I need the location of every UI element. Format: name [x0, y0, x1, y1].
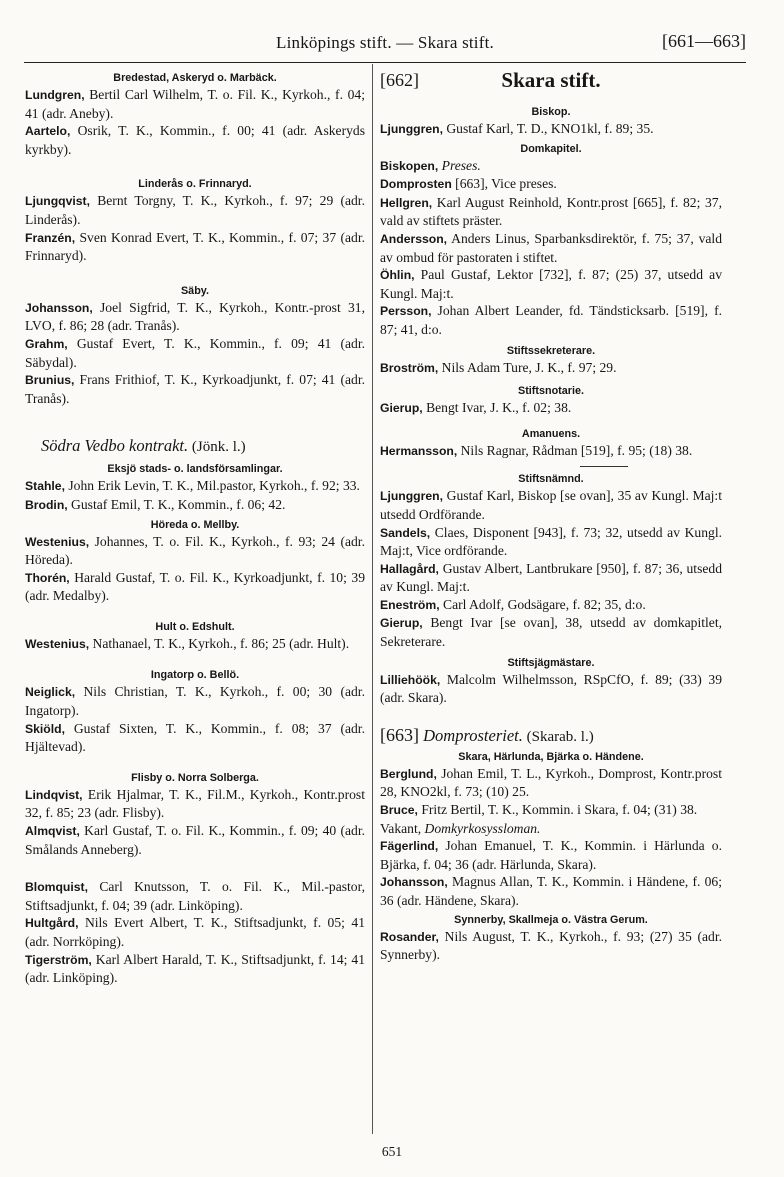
entry [380, 266, 722, 302]
page-range: [661—663] [662, 31, 746, 51]
entry [380, 157, 722, 176]
section-name: Skara stift. [501, 68, 601, 92]
entry-name: Westenius, [25, 534, 90, 549]
entry-name: Broström, [380, 360, 439, 375]
entry [25, 878, 365, 914]
entry [380, 442, 722, 461]
entry-text: Anders Linus, Sparbanksdirektör, f. 75; 37, vald av ombud för pastoraten i stiftet. [380, 230, 722, 265]
entry-text: [663], Vice preses. [451, 176, 557, 192]
parish-heading: Höreda o. Mellby. [150, 518, 240, 531]
entry [380, 399, 722, 418]
entry-text: Nils Ragnar, Rådman [519], f. 95; (18) 38. [457, 442, 693, 458]
entry-name: Ljungqvist, [25, 194, 90, 209]
entry-text: Sven Konrad Evert, T. K., Kommin., f. 07; 37 (adr. Frinnaryd). [25, 229, 365, 264]
parish-heading: Hult o. Edshult. [155, 620, 235, 633]
entry-name: Domprosten [380, 177, 452, 192]
entry-text: Johan Albert Leander, fd. Tändsticksarb. [519], f. 87; 41, d:o. [380, 303, 722, 337]
kontrakt-name: Domprosteriet. [419, 725, 523, 745]
entry-text: Bertil Carl Wilhelm, T. o. Fil. K., Kyrkoh., f. 04; 41 (adr. Aneby). [25, 87, 365, 121]
entry-text: Frans Frithiof, T. K., Kyrkoadjunkt, f. 07; 41 (adr. Tranås). [25, 372, 365, 406]
parish-heading: Bredestad, Askeryd o. Marbäck. [113, 72, 277, 84]
entry [380, 765, 722, 801]
entry-text: Johan Emanuel, T. K., Kommin. i Härlunda o. Bjärka, f. 04; 36 (adr. Härlunda, Skara). [380, 838, 722, 872]
entry-text: Johan Emil, T. L., Kyrkoh., Domprost, Kontr.prost 28, KNO2kl, f. 73; (10) 25. [380, 765, 722, 800]
right-column [380, 66, 722, 964]
entry-text: Nils Adam Ture, J. K., f. 97; 29. [438, 359, 617, 375]
entry [380, 175, 722, 194]
entry [25, 951, 365, 987]
entry-name: Franzén, [25, 230, 76, 245]
header-rule [24, 62, 746, 63]
entry-text: Magnus Allan, T. K., Kommin. i Händene, f. 06; 36 (adr. Händene, Skara). [380, 874, 722, 908]
left-column [25, 66, 365, 987]
parish-heading: Synnerby, Skallmeja o. Västra Gerum. [454, 913, 648, 926]
entry [380, 928, 722, 964]
entry-name: Ljunggren, [380, 489, 443, 504]
entry-name: Rosander, [380, 929, 439, 944]
entry [380, 596, 722, 615]
entry-text: Gustaf Karl, T. D., KNO1kl, f. 89; 35. [442, 121, 654, 136]
entry [380, 120, 722, 139]
entry-name: Berglund, [380, 766, 437, 781]
running-title: Linköpings stift. — Skara stift. [276, 33, 494, 52]
kontrakt-heading [380, 725, 722, 747]
section-number: [662] [380, 70, 419, 90]
entry-text: Karl Albert Harald, T. K., Stiftsadjunkt, f. 14; 41 (adr. Linköping). [25, 951, 365, 986]
entry [380, 359, 722, 378]
entry [25, 122, 365, 158]
entry [380, 524, 722, 560]
entry-name: Sandels, [380, 525, 431, 540]
entry-text: Joel Sigfrid, T. K., Kyrkoh., Kontr.-prost 31, LVO, f. 86; 28 (adr. Tranås). [25, 299, 365, 334]
entry-text: Erik Hjalmar, T. K., Fil.M., Kyrkoh., Kontr.prost 32, f. 85; 23 (adr. Flisby). [25, 786, 365, 821]
entry-text: Bernt Torgny, T. K., Kyrkoh., f. 97; 29 (adr. Linderås). [25, 193, 365, 227]
entry-name: Bruce, [380, 803, 418, 818]
short-rule [580, 466, 628, 467]
parish-heading: Eksjö stads- o. landsförsamlingar. [107, 463, 283, 476]
section-number: [663] [380, 724, 419, 745]
entry [25, 371, 365, 407]
entry-name: Grahm, [25, 336, 68, 351]
entry [25, 335, 365, 371]
entry [25, 914, 365, 950]
parish-heading: Flisby o. Norra Solberga. [131, 771, 259, 784]
entry-name: Johansson, [25, 300, 93, 315]
entry [25, 683, 365, 719]
entry [25, 496, 365, 515]
entry [25, 635, 365, 654]
entry-name: Thorén, [25, 570, 70, 585]
entry [25, 786, 365, 822]
entry-text: Malcolm Wilhelmsson, RSpCfO, f. 89; (33) 39 (adr. Skara). [380, 671, 722, 706]
entry [380, 487, 722, 523]
entry-text: Carl Knutsson, T. o. Fil. K., Mil.-pastor, Stiftsadjunkt, f. 04; 39 (adr. Linköping). [25, 879, 365, 913]
entry [25, 299, 365, 335]
entry [25, 86, 365, 122]
entry [380, 302, 722, 338]
entry-name: Skiöld, [25, 721, 65, 736]
entry-name: Eneström, [380, 597, 440, 612]
entry-name: Stahle, [25, 479, 65, 494]
entry-text: Carl Adolf, Godsägare, f. 82; 35, d:o. [439, 596, 646, 612]
entry-name: Neiglick, [25, 685, 76, 700]
entry [380, 230, 722, 266]
entry-text: Osrik, T. K., Kommin., f. 00; 41 (adr. Askeryds kyrkby). [25, 123, 365, 157]
office-heading: Stiftsnotarie. [518, 385, 584, 398]
entry [25, 822, 365, 858]
entry-text: Gustaf Karl, Biskop [se ovan], 35 av Kungl. Maj:t utsedd Ordförande. [380, 488, 722, 522]
entry-name: Westenius, [25, 636, 90, 651]
parish-heading: Skara, Härlunda, Bjärka o. Händene. [458, 750, 644, 763]
entry-name: Brodin, [25, 497, 68, 512]
office-heading: Amanuens. [521, 427, 581, 440]
entry-text: Nathanael, T. K., Kyrkoh., f. 86; 25 (adr. Hult). [89, 635, 350, 651]
entry-name: Brunius, [25, 373, 75, 388]
office-heading: Stiftsnämnd. [518, 473, 584, 486]
entry [380, 560, 722, 596]
entry-name: Hermansson, [380, 443, 458, 458]
entry-text: Gustaf Emil, T. K., Kommin., f. 06; 42. [67, 496, 286, 512]
parish-heading: Linderås o. Frinnaryd. [138, 178, 252, 191]
entry-name: Johansson, [380, 875, 448, 890]
entry-text: Gustaf Sixten, T. K., Kommin., f. 08; 37 (adr. Hjältevad). [25, 720, 365, 755]
entry-name: Andersson, [380, 231, 448, 246]
kontrakt-name: Södra Vedbo kontrakt. [41, 436, 189, 456]
entry-text: Karl Gustaf, T. o. Fil. K., Kommin., f. 09; 40 (adr. Smålands Anneberg). [25, 823, 365, 857]
entry-text: Gustaf Evert, T. K., Kommin., f. 09; 41 (adr. Säbydal). [25, 335, 365, 370]
entry-name: Gierup, [380, 616, 423, 631]
entry-name: Hallagård, [380, 561, 439, 576]
entry-text: Paul Gustaf, Lektor [732], f. 87; (25) 37, utsedd av Kungl. Maj:t. [380, 267, 722, 301]
entry-name: Hellgren, [380, 195, 433, 210]
entry-text: Bengt Ivar, J. K., f. 02; 38. [422, 400, 572, 416]
entry-name: Biskopen, [380, 158, 439, 173]
entry-name: Tigerström, [25, 952, 92, 967]
office-heading: Stiftsjägmästare. [507, 656, 595, 669]
entry-text: Nils Christian, T. K., Kyrkoh., f. 00; 30 (adr. Ingatorp). [25, 684, 365, 719]
entry-text: Johannes, T. o. Fil. K., Kyrkoh., f. 93; 24 (adr. Höreda). [25, 533, 365, 568]
kontrakt-note: (Skarab. l.) [522, 728, 594, 745]
entry-text: Karl August Reinhold, Kontr.prost [665], f. 82; 37, vald av stiftets präster. [380, 194, 722, 229]
entry [380, 837, 722, 873]
entry [380, 194, 722, 230]
entry [25, 569, 365, 605]
kontrakt-heading [41, 435, 365, 457]
section-title [380, 66, 722, 104]
entry-text: Gustav Albert, Lantbrukare [950], f. 87; 36, utsedd av Kungl. Maj:t. [380, 560, 722, 595]
entry-name: Hultgård, [25, 916, 79, 931]
entry [380, 820, 722, 838]
entry [25, 229, 365, 265]
entry-name: Aartelo, [25, 124, 71, 139]
office-heading: Stiftssekreterare. [506, 344, 596, 357]
entry-text: John Erik Levin, T. K., Mil.pastor, Kyrkoh., f. 92; 33. [64, 478, 360, 494]
entry [380, 801, 722, 820]
entry-text: Claes, Disponent [943], f. 73; 32, utsedd av Kungl. Maj:t, Vice ordförande. [380, 524, 722, 559]
entry [25, 720, 365, 756]
entry-text: Domkyrkosyssloman. [421, 820, 541, 836]
entry-name: Blomquist, [25, 880, 88, 895]
entry-name: Vakant, [380, 820, 422, 836]
entry-name: Lilliehöök, [380, 672, 441, 687]
office-heading: Domkapitel. [520, 142, 582, 155]
entry [25, 533, 365, 569]
entry [380, 614, 722, 650]
kontrakt-note: (Jönk. l.) [188, 439, 246, 456]
entry-name: Ljunggren, [380, 122, 443, 136]
entry-name: Gierup, [380, 401, 423, 416]
office-heading: Biskop. [531, 106, 571, 118]
entry-name: Almqvist, [25, 824, 80, 839]
entry-text: Preses. [438, 157, 481, 173]
entry-text: Bengt Ivar [se ovan], 38, utsedd av domkapitlet, Sekreterare. [380, 615, 722, 650]
entry-name: Lundgren, [25, 88, 85, 102]
entry-text: Nils Evert Albert, T. K., Stiftsadjunkt, f. 05; 41 (adr. Norrköping). [25, 915, 365, 949]
column-divider [372, 64, 373, 1134]
entry [25, 477, 365, 496]
page-number: 651 [381, 1144, 403, 1159]
parish-heading: Säby. [180, 284, 209, 297]
parish-heading: Ingatorp o. Bellö. [150, 669, 240, 682]
entry [25, 192, 365, 228]
entry-name: Öhlin, [380, 268, 415, 283]
entry-name: Persson, [380, 304, 432, 319]
entry-name: Lindqvist, [25, 787, 83, 802]
entry [380, 671, 722, 707]
entry [380, 873, 722, 909]
page-header [24, 31, 746, 60]
entry-text: Harald Gustaf, T. o. Fil. K., Kyrkoadjunkt, f. 10; 39 (adr. Medalby). [25, 569, 365, 604]
entry-name: Fägerlind, [380, 839, 439, 854]
entry-text: Nils August, T. K., Kyrkoh., f. 93; (27) 35 (adr. Synnerby). [380, 928, 722, 963]
entry-text: Fritz Bertil, T. K., Kommin. i Skara, f. 04; (31) 38. [417, 802, 698, 818]
